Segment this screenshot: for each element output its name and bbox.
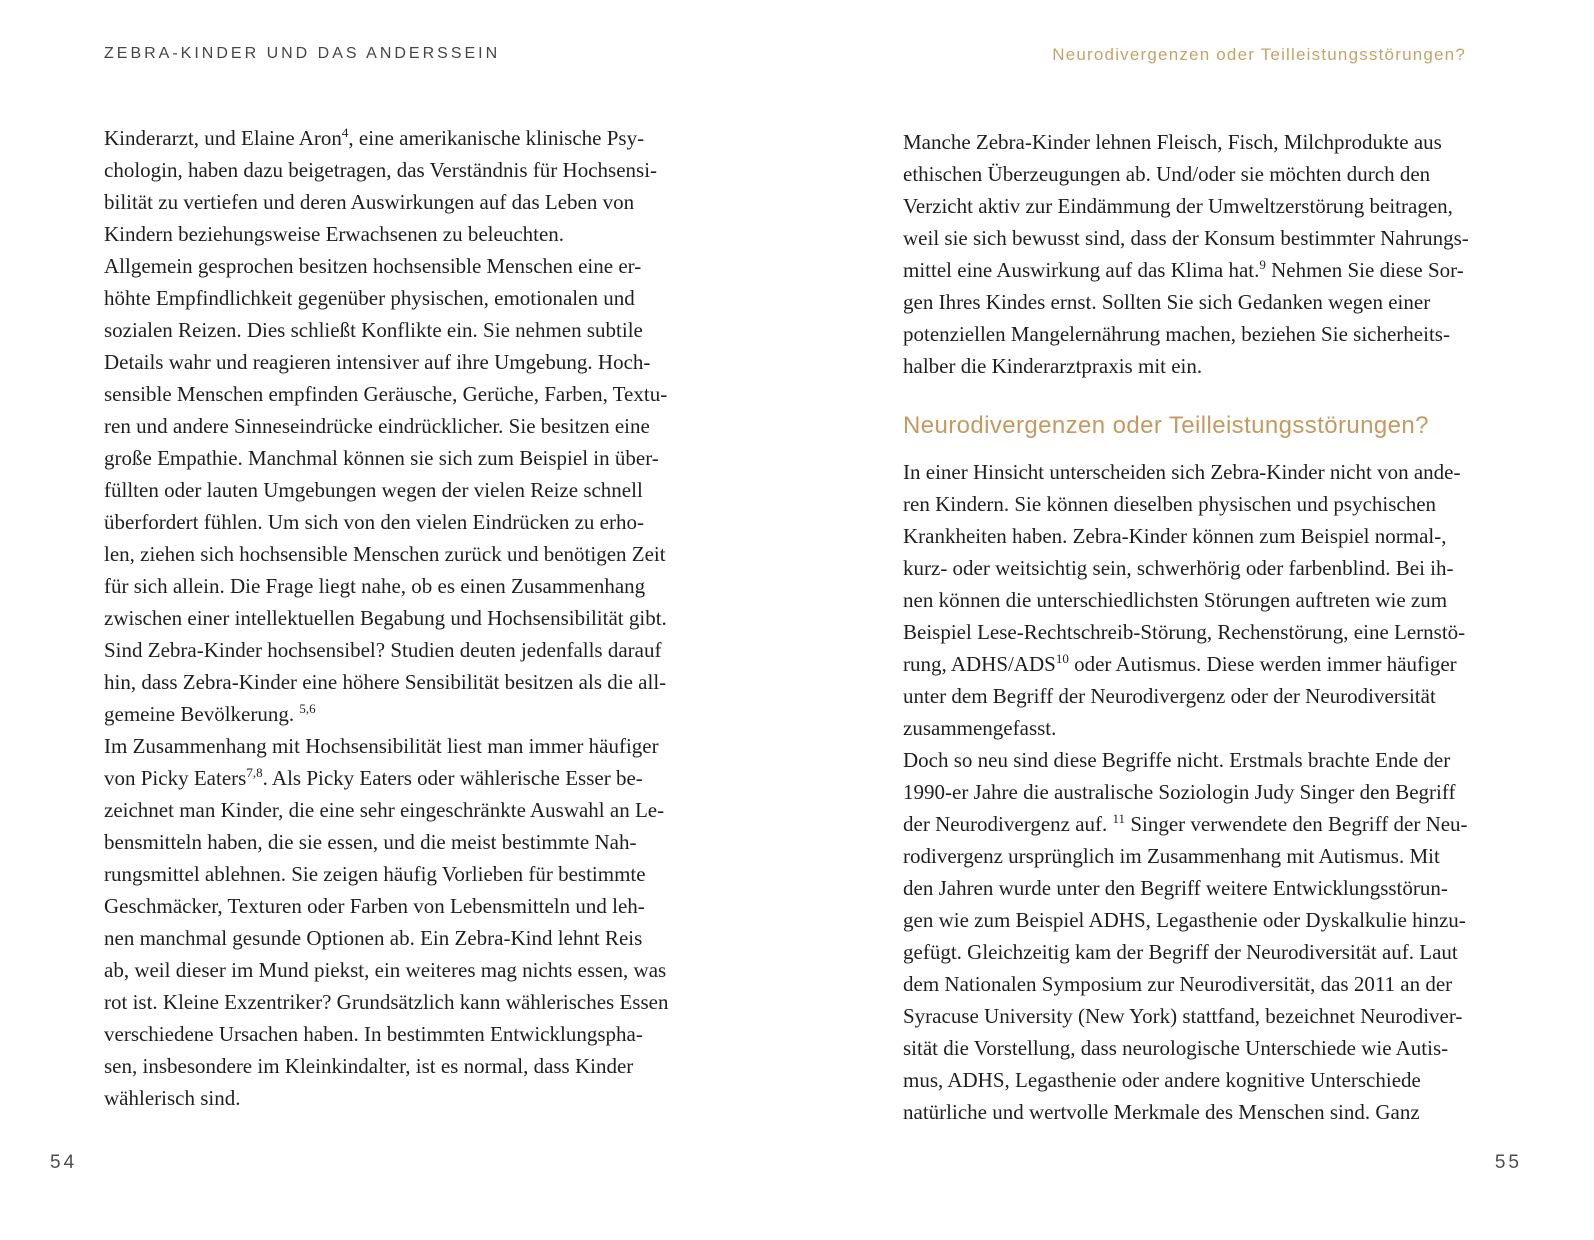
text-line	[104, 346, 744, 378]
text-segment: Beispiel Lese-Rechtschreib-Störung, Rechenstörung, eine Lernstö-	[903, 620, 1466, 644]
running-header-right: Neurodivergenzen oder Teilleistungsstörungen?	[1052, 45, 1466, 64]
page-number-right: 55	[1494, 1152, 1522, 1173]
text-segment: zeichnet man Kinder, die eine sehr eingeschränkte Auswahl an Le-	[104, 798, 665, 822]
text-segment: ab, weil dieser im Mund piekst, ein weiteres mag nichts essen, was	[104, 958, 667, 982]
text-segment: Geschmäcker, Texturen oder Farben von Lebensmitteln und leh-	[104, 894, 645, 918]
text-line	[104, 442, 744, 474]
text-segment: mus, ADHS, Legasthenie oder andere kognitive Unterschiede	[903, 1068, 1421, 1092]
text-line	[104, 954, 744, 986]
text-line	[903, 222, 1543, 254]
text-segment: unter dem Begriff der Neurodivergenz oder der Neurodiversität	[903, 684, 1436, 708]
text-line	[903, 968, 1543, 1000]
text-line	[104, 218, 744, 250]
text-segment: potenziellen Mangelernährung machen, beziehen Sie sicherheits-	[903, 322, 1450, 346]
text-segment: In einer Hinsicht unterscheiden sich Zebra-Kinder nicht von ande-	[903, 460, 1461, 484]
text-segment: sozialen Reizen. Dies schließt Konflikte ein. Sie nehmen subtile	[104, 318, 643, 342]
text-segment: für sich allein. Die Frage liegt nahe, ob es einen Zusammenhang	[104, 574, 646, 598]
text-line	[104, 986, 744, 1018]
text-line	[104, 890, 744, 922]
footnote-reference: 9	[1259, 257, 1266, 272]
text-line	[104, 154, 744, 186]
text-line	[104, 570, 744, 602]
text-line	[903, 1032, 1543, 1064]
text-line	[104, 858, 744, 890]
text-segment: mittel eine Auswirkung auf das Klima hat.	[903, 258, 1260, 282]
text-segment: . Als Picky Eaters oder wählerische Esser be-	[262, 766, 643, 790]
text-segment: gen Ihres Kindes ernst. Sollten Sie sich Gedanken wegen einer	[903, 290, 1431, 314]
text-segment: gen wie zum Beispiel ADHS, Legasthenie oder Dyskalkulie hinzu-	[903, 908, 1466, 932]
text-line	[104, 666, 744, 698]
section-heading: Neurodivergenzen oder Teilleistungsstörungen?	[903, 412, 1429, 439]
text-line	[903, 254, 1543, 286]
text-segment: 1990-er Jahre die australische Soziologin Judy Singer den Begriff	[903, 780, 1456, 804]
text-line	[903, 1064, 1543, 1096]
text-segment: , eine amerikanische klinische Psy-	[348, 126, 645, 150]
text-segment: bilität zu vertiefen und deren Auswirkungen auf das Leben von	[104, 190, 635, 214]
text-line	[104, 250, 744, 282]
text-line	[104, 922, 744, 954]
text-line	[903, 776, 1543, 808]
text-segment: kurz- oder weitsichtig sein, schwerhörig oder farbenblind. Bei ih-	[903, 556, 1454, 580]
right-page-body	[903, 126, 1543, 1128]
text-segment: ren und andere Sinneseindrücke eindrücklicher. Sie besitzen eine	[104, 414, 650, 438]
text-segment: nen manchmal gesunde Optionen ab. Ein Zebra-Kind lehnt Reis	[104, 926, 643, 950]
text-line	[903, 936, 1543, 968]
text-segment: Sind Zebra-Kinder hochsensibel? Studien deuten jedenfalls darauf	[104, 638, 662, 662]
text-segment: Kindern beziehungsweise Erwachsenen zu beleuchten.	[104, 222, 565, 246]
text-line	[104, 698, 744, 730]
text-line	[104, 1018, 744, 1050]
text-line	[903, 744, 1543, 776]
text-segment: Kinderarzt, und Elaine Aron	[104, 126, 342, 150]
text-segment: rungsmittel ablehnen. Sie zeigen häufig Vorlieben für bestimmte	[104, 862, 646, 886]
left-page-body	[104, 122, 744, 1114]
text-segment: weil sie sich bewusst sind, dass der Konsum bestimmter Nahrungs-	[903, 226, 1469, 250]
text-segment: Verzicht aktiv zur Eindämmung der Umweltzerstörung beitragen,	[903, 194, 1453, 218]
text-segment: füllten oder lauten Umgebungen wegen der vielen Reize schnell	[104, 478, 643, 502]
text-line	[903, 126, 1543, 158]
text-line	[903, 318, 1543, 350]
text-line	[903, 648, 1543, 680]
text-segment: sität die Vorstellung, dass neurologische Unterschiede wie Autis-	[903, 1036, 1449, 1060]
text-segment: ethischen Überzeugungen ab. Und/oder sie möchten durch den	[903, 162, 1431, 186]
text-segment: überfordert fühlen. Um sich von den vielen Eindrücken zu erho-	[104, 510, 644, 534]
text-segment: gefügt. Gleichzeitig kam der Begriff der Neurodiversität auf. Laut	[903, 940, 1458, 964]
text-line	[104, 762, 744, 794]
footnote-reference: 4	[341, 125, 349, 140]
text-segment: oder Autismus. Diese werden immer häufiger	[1068, 652, 1457, 676]
text-line	[903, 584, 1543, 616]
text-line	[903, 190, 1543, 222]
text-segment: bensmitteln haben, die sie essen, und die meist bestimmte Nah-	[104, 830, 637, 854]
text-segment: Manche Zebra-Kinder lehnen Fleisch, Fisch, Milchprodukte aus	[903, 130, 1442, 154]
running-header-left: ZEBRA-KINDER UND DAS ANDERSSEIN	[104, 45, 501, 62]
text-segment: Krankheiten haben. Zebra-Kinder können zum Beispiel normal-,	[903, 524, 1447, 548]
text-line	[104, 282, 744, 314]
text-segment: rot ist. Kleine Exzentriker? Grundsätzlich kann wählerisches Essen	[104, 990, 669, 1014]
text-segment: natürliche und wertvolle Merkmale des Menschen sind. Ganz	[903, 1100, 1420, 1124]
text-segment: ren Kindern. Sie können dieselben physischen und psychischen	[903, 492, 1437, 516]
text-line	[104, 506, 744, 538]
text-segment: höhte Empfindlichkeit gegenüber physischen, emotionalen und	[104, 286, 635, 310]
text-segment: Details wahr und reagieren intensiver auf ihre Umgebung. Hoch-	[104, 350, 651, 374]
text-segment: von Picky Eaters	[104, 766, 247, 790]
text-segment: rung, ADHS/ADS	[903, 652, 1056, 676]
text-line	[104, 634, 744, 666]
page-number-left: 54	[50, 1152, 78, 1173]
text-segment: Singer verwendete den Begriff der Neu-	[1125, 812, 1468, 836]
footnote-reference: 11	[1112, 811, 1126, 826]
text-segment: große Empathie. Manchmal können sie sich zum Beispiel in über-	[104, 446, 659, 470]
text-line	[903, 872, 1543, 904]
text-line	[903, 350, 1543, 382]
text-line	[903, 808, 1543, 840]
text-line	[903, 520, 1543, 552]
text-line	[104, 122, 744, 154]
text-line	[903, 456, 1543, 488]
text-line	[104, 474, 744, 506]
text-line	[104, 378, 744, 410]
text-segment: Doch so neu sind diese Begriffe nicht. Erstmals brachte Ende der	[903, 748, 1451, 772]
text-segment: zwischen einer intellektuellen Begabung und Hochsensibilität gibt.	[104, 606, 667, 630]
text-line	[903, 1096, 1543, 1128]
text-line	[903, 680, 1543, 712]
text-segment: halber die Kinderarztpraxis mit ein.	[903, 354, 1203, 378]
text-segment: der Neurodivergenz auf.	[903, 812, 1113, 836]
text-line	[104, 602, 744, 634]
footnote-reference: 5,6	[299, 701, 316, 716]
text-line	[903, 286, 1543, 318]
text-segment: dem Nationalen Symposium zur Neurodiversität, das 2011 an der	[903, 972, 1453, 996]
text-segment: Nehmen Sie diese Sor-	[1265, 258, 1464, 282]
text-line	[903, 552, 1543, 584]
text-segment: rodivergenz ursprünglich im Zusammenhang mit Autismus. Mit	[903, 844, 1440, 868]
text-line	[104, 314, 744, 346]
text-line	[903, 1000, 1543, 1032]
text-segment: sensible Menschen empfinden Geräusche, Gerüche, Farben, Textu-	[104, 382, 668, 406]
text-segment: wählerisch sind.	[104, 1086, 241, 1110]
text-line	[104, 410, 744, 442]
text-segment: Allgemein gesprochen besitzen hochsensible Menschen eine er-	[104, 254, 642, 278]
text-line	[104, 794, 744, 826]
text-segment: zusammengefasst.	[903, 716, 1057, 740]
text-segment: Syracuse University (New York) stattfand, bezeichnet Neurodiver-	[903, 1004, 1463, 1028]
text-line	[903, 616, 1543, 648]
text-line	[104, 538, 744, 570]
text-line	[903, 840, 1543, 872]
text-segment: Im Zusammenhang mit Hochsensibilität liest man immer häufiger	[104, 734, 659, 758]
text-segment: gemeine Bevölkerung.	[104, 702, 300, 726]
text-segment: sen, insbesondere im Kleinkindalter, ist es normal, dass Kinder	[104, 1054, 634, 1078]
text-line	[104, 186, 744, 218]
text-line	[104, 730, 744, 762]
footnote-reference: 7,8	[246, 765, 263, 780]
text-line	[903, 904, 1543, 936]
text-segment: verschiedene Ursachen haben. In bestimmten Entwicklungspha-	[104, 1022, 643, 1046]
text-line	[104, 826, 744, 858]
text-line	[104, 1082, 744, 1114]
text-line	[903, 158, 1543, 190]
text-line	[104, 1050, 744, 1082]
text-line	[903, 488, 1543, 520]
footnote-reference: 10	[1055, 651, 1069, 666]
text-segment: chologin, haben dazu beigetragen, das Verständnis für Hochsensi-	[104, 158, 658, 182]
text-segment: nen können die unterschiedlichsten Störungen auftreten wie zum	[903, 588, 1448, 612]
text-line	[903, 712, 1543, 744]
text-segment: len, ziehen sich hochsensible Menschen zurück und benötigen Zeit	[104, 542, 666, 566]
text-segment: hin, dass Zebra-Kinder eine höhere Sensibilität besitzen als die all-	[104, 670, 667, 694]
text-segment: den Jahren wurde unter den Begriff weitere Entwicklungsstörun-	[903, 876, 1448, 900]
